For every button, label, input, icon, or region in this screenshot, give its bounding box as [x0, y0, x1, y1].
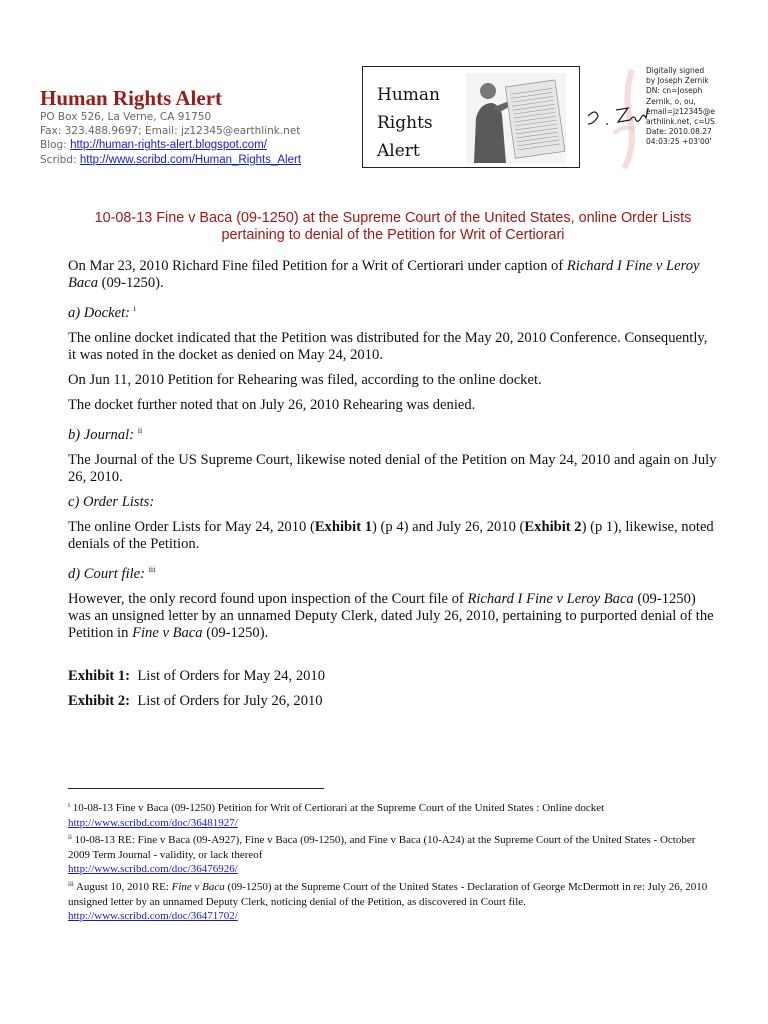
- address-line: PO Box 526, La Verne, CA 91750: [40, 111, 212, 123]
- blog-label: Blog:: [40, 139, 67, 151]
- court-file-paragraph: However, the only record found upon inspection of the Court file of Richard I Fine v Leroy Baca (09-1250) was an unsigned letter by an unnamed Deputy Clerk, dated July 26, 2010, pertaining to purported denial of the Petition in Fine v Baca (09-1250).: [68, 591, 714, 641]
- logo-word-rights: Rights: [377, 113, 433, 133]
- document-heading: [68, 210, 718, 244]
- scribd-label: Scribd:: [40, 154, 77, 166]
- footnotes: [68, 798, 718, 924]
- signature-line: email=jz12345@e: [646, 106, 715, 116]
- order-lists-heading: c) Order Lists:: [68, 494, 155, 510]
- footnote-1-link[interactable]: http://www.scribd.com/doc/36481927/: [68, 816, 238, 829]
- footnote-3-link[interactable]: http://www.scribd.com/doc/36471702/: [68, 910, 238, 923]
- signature-line: arthlink.net, c=US: [646, 117, 715, 127]
- scribd-line: [40, 153, 301, 167]
- intro-paragraph: On Mar 23, 2010 Richard Fine filed Petition for a Writ of Certiorari under caption of Richard I Fine v Leroy Baca (09-1250).: [68, 258, 700, 291]
- blog-line: [40, 138, 267, 152]
- logo-word-human: Human: [377, 85, 440, 105]
- signature-line: Zernik, o, ou,: [646, 96, 696, 106]
- footnote-ref[interactable]: iii: [148, 565, 156, 574]
- exhibit-1-line: Exhibit 1: List of Orders for May 24, 2010: [68, 668, 326, 684]
- signature-line: DN: cn=Joseph: [646, 86, 703, 96]
- docket-paragraph-2: On Jun 11, 2010 Petition for Rehearing was filed, according to the online docket.: [68, 372, 542, 388]
- organization-title: Human Rights Alert: [40, 86, 223, 110]
- exhibit-2-line: Exhibit 2: List of Orders for July 26, 2010: [68, 693, 323, 709]
- footnote-2: $^{ii}$ 10-08-13 RE: Fine v Baca (09-A927), Fine v Baca (09-1250), and Fine v Baca (10-A24) at the Supreme Court of the United States - October 2009 Term Journal - validity, or lack thereof: [68, 833, 696, 861]
- fax-email-line: Fax: 323.488.9697; Email: jz12345@earthlink.net: [40, 125, 301, 137]
- logo-word-alert: Alert: [377, 141, 420, 161]
- footnote-3: $^{iii}$ August 10, 2010 RE: Fine v Baca (09-1250) at the Supreme Court of the United States - Declaration of George McDermott in re: July 26, 2010 unsigned letter by an unnamed Deputy Clerk, noticing denial of the Petition, as discovered in Court file.: [68, 879, 708, 908]
- eleanor-roosevelt-photo-icon: [466, 73, 566, 163]
- footnote-separator: [68, 788, 324, 789]
- signature-line: Date: 2010.08.27: [646, 127, 712, 137]
- footnote-2-link[interactable]: http://www.scribd.com/doc/36476926/: [68, 863, 238, 876]
- signature-line: Digitally signed: [646, 66, 705, 75]
- digital-signature-details: [646, 66, 756, 148]
- docket-paragraph-3: The docket further noted that on July 26, 2010 Rehearing was denied.: [68, 397, 476, 413]
- journal-paragraph: The Journal of the US Supreme Court, likewise noted denial of the Petition on May 24, 2010 and again on July 26, 2010.: [68, 452, 717, 485]
- blog-link[interactable]: http://human-rights-alert.blogspot.com/: [70, 139, 267, 151]
- docket-paragraph-1: The online docket indicated that the Petition was distributed for the May 20, 2010 Conference. Consequently, it was noted in the docket as denied on May 24, 2010.: [68, 330, 708, 363]
- signature-line: by Joseph Zernik: [646, 76, 709, 86]
- scribd-link[interactable]: http://www.scribd.com/Human_Rights_Alert: [79, 154, 302, 166]
- docket-heading: a) Docket: $^i$: [68, 304, 136, 321]
- heading-line-2: pertaining to denial of the Petition for Writ of Certiorari: [221, 227, 565, 243]
- logo-box: [362, 66, 580, 168]
- journal-heading: b) Journal: $^{ii}$: [68, 426, 143, 443]
- document-body: [68, 258, 718, 718]
- footnote-ref[interactable]: i: [133, 304, 136, 313]
- signature-line: 04:03:25 +03'00': [646, 137, 712, 147]
- heading-line-1: 10-08-13 Fine v Baca (09-1250) at the Supreme Court of the United States, online Order Lists: [94, 210, 692, 226]
- order-lists-paragraph: The online Order Lists for May 24, 2010 (Exhibit 1) (p 4) and July 26, 2010 (Exhibit 2) (p 1), likewise, noted denials of the Petition.: [68, 519, 714, 552]
- court-file-heading: d) Court file: $^{iii}$: [68, 565, 156, 582]
- footnote-1: $^i$ 10-08-13 Fine v Baca (09-1250) Petition for Writ of Certiorari at the Supreme Court of the United States : Online docket: [68, 801, 605, 814]
- footnote-ref[interactable]: ii: [137, 426, 143, 435]
